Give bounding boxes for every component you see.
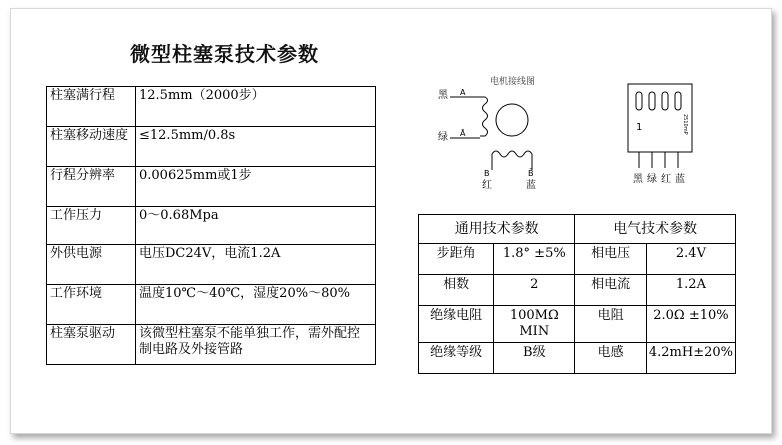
spec-value: 电压DC24V，电流1.2A [136,245,376,285]
table-row [419,275,736,306]
pin-number: 1 [636,122,643,133]
param-table [418,214,736,374]
param-name: 相电压 [575,244,646,275]
label-a: A [460,88,466,97]
param-value: B级 [494,343,575,374]
spec-table [46,86,376,365]
table-row [47,245,376,285]
spec-key: 柱塞满行程 [47,87,136,127]
connector-diagram [620,78,710,188]
table-row [419,306,736,343]
table-header-row [419,215,736,244]
pin-slot [649,92,655,110]
table-row [47,325,376,365]
connector-side-text: 2510mP [682,114,688,135]
table-row [47,87,376,127]
spec-value: 温度10℃～40℃，湿度20%～80% [136,285,376,325]
wire-label: 蓝 [675,174,685,185]
label-red: 红 [482,180,492,191]
table-row [47,207,376,245]
page-title: 微型柱塞泵技术参数 [130,42,319,66]
spec-key: 工作环境 [47,285,136,325]
table-row [47,127,376,167]
spec-value: 0～0.68Mpa [136,207,376,245]
motor-wiring-diagram [430,70,580,195]
motor-rotor [496,104,528,136]
table-row [47,285,376,325]
param-value: 1.2A [646,275,735,306]
param-name: 相数 [419,275,494,306]
spec-key: 柱塞移动速度 [47,127,136,167]
header-general: 通用技术参数 [419,215,575,244]
param-value: 2 [494,275,575,306]
label-black: 黑 [438,90,448,101]
table-row [419,343,736,374]
spec-key: 柱塞泵驱动 [47,325,136,365]
label-green: 绿 [438,132,448,143]
param-name: 绝缘电阻 [419,306,494,343]
label-b: B [484,169,490,178]
pin-slot [662,92,668,110]
param-name: 电阻 [575,306,646,343]
wire-label: 绿 [647,174,657,185]
spec-key: 工作压力 [47,207,136,245]
param-value: 4.2mH±20% [646,343,735,374]
param-name: 绝缘等级 [419,343,494,374]
coil-b [492,151,532,157]
param-value: 100MΩ MIN [494,306,575,343]
pin-slot [675,92,681,110]
param-name: 步距角 [419,244,494,275]
pin-slot [636,92,642,110]
spec-value: 该微型柱塞泵不能单独工作，需外配控制电路及外接管路 [136,325,376,365]
spec-value: 12.5mm（2000步） [136,87,376,127]
param-name: 相电流 [575,275,646,306]
spec-value: 0.00625mm或1步 [136,167,376,207]
param-value: 1.8° ±5% [494,244,575,275]
wire-label: 黑 [633,174,643,185]
spec-key: 行程分辨率 [47,167,136,207]
param-name: 电感 [575,343,646,374]
wire-label: 红 [661,174,671,185]
coil-a [480,97,488,136]
motor-diagram-title: 电机接线图 [490,77,536,87]
param-value: 2.4V [646,244,735,275]
table-row [47,167,376,207]
spec-key: 外供电源 [47,245,136,285]
label-b-bar: B̄ [528,169,534,178]
spec-value: ≤12.5mm/0.8s [136,127,376,167]
header-electrical: 电气技术参数 [575,215,736,244]
param-value: 2.0Ω ±10% [646,306,735,343]
table-row [419,244,736,275]
label-blue: 蓝 [526,180,536,191]
label-a-bar: Ā [460,129,466,138]
